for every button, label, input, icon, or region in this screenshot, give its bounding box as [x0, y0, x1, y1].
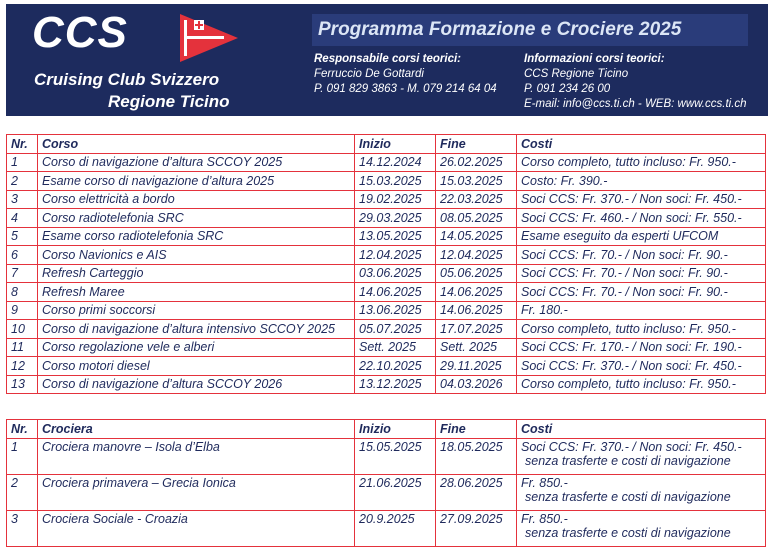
table-row [7, 172, 766, 191]
cruises-header-row [7, 420, 766, 439]
cell-end: 14.06.2025 [436, 301, 517, 320]
col-cost: Costi [517, 420, 766, 439]
cell-nr: 6 [7, 246, 38, 265]
responsible-info [314, 52, 497, 97]
cell-end: 27.09.2025 [436, 511, 517, 547]
cell-nr: 11 [7, 338, 38, 357]
cell-course: Corso Navionics e AIS [38, 246, 355, 265]
col-start: Inizio [355, 135, 436, 154]
col-end: Fine [436, 135, 517, 154]
cell-nr: 1 [7, 153, 38, 172]
club-name-line2: Regione Ticino [108, 92, 230, 111]
col-nr: Nr. [7, 135, 38, 154]
cell-end: 14.05.2025 [436, 227, 517, 246]
cell-start: 21.06.2025 [355, 475, 436, 511]
cell-cost: Costo: Fr. 390.- [517, 172, 766, 191]
col-nr: Nr. [7, 420, 38, 439]
cell-start: 15.05.2025 [355, 439, 436, 475]
responsible-name: Ferruccio De Gottardi [314, 68, 424, 80]
table-row [7, 375, 766, 394]
cell-nr: 2 [7, 475, 38, 511]
table-row [7, 264, 766, 283]
cell-nr: 5 [7, 227, 38, 246]
cell-cost: Fr. 180.- [517, 301, 766, 320]
info-label: Informazioni corsi teorici: [524, 53, 665, 65]
cell-start: 03.06.2025 [355, 264, 436, 283]
info-contact: E-mail: info@ccs.ti.ch - WEB: www.ccs.ti.ch [524, 98, 747, 110]
cell-course: Corso di navigazione d’altura SCCOY 2025 [38, 153, 355, 172]
cell-end: 12.04.2025 [436, 246, 517, 265]
cell-cost: Soci CCS: Fr. 170.- / Non soci: Fr. 190.- [517, 338, 766, 357]
cell-start: 14.12.2024 [355, 153, 436, 172]
cell-course: Corso primi soccorsi [38, 301, 355, 320]
table-row [7, 246, 766, 265]
cell-nr: 3 [7, 511, 38, 547]
col-course: Corso [38, 135, 355, 154]
cell-nr: 9 [7, 301, 38, 320]
cell-nr: 10 [7, 320, 38, 339]
info-org: CCS Regione Ticino [524, 68, 629, 80]
table-row [7, 209, 766, 228]
cell-start: 15.03.2025 [355, 172, 436, 191]
cell-end: 05.06.2025 [436, 264, 517, 283]
table-row [7, 475, 766, 511]
col-start: Inizio [355, 420, 436, 439]
cell-end: 17.07.2025 [436, 320, 517, 339]
cell-cruise: Crociera manovre – Isola d’Elba [38, 439, 355, 475]
cell-nr: 7 [7, 264, 38, 283]
table-row [7, 190, 766, 209]
cell-start: 29.03.2025 [355, 209, 436, 228]
cell-nr: 12 [7, 357, 38, 376]
table-row [7, 439, 766, 475]
cell-course: Corso regolazione vele e alberi [38, 338, 355, 357]
cell-nr: 3 [7, 190, 38, 209]
cell-start: 22.10.2025 [355, 357, 436, 376]
cell-cruise: Crociera Sociale - Croazia [38, 511, 355, 547]
cell-course: Refresh Maree [38, 283, 355, 302]
cell-start: Sett. 2025 [355, 338, 436, 357]
cell-end: 18.05.2025 [436, 439, 517, 475]
cell-end: 14.06.2025 [436, 283, 517, 302]
table-row [7, 283, 766, 302]
cell-start: 14.06.2025 [355, 283, 436, 302]
cost-note: senza trasferte e costi di navigazione [525, 454, 731, 468]
cell-end: 26.02.2025 [436, 153, 517, 172]
cell-cost [517, 439, 766, 475]
cell-cost: Soci CCS: Fr. 370.- / Non soci: Fr. 450.- [517, 190, 766, 209]
cell-course: Corso motori diesel [38, 357, 355, 376]
table-row [7, 357, 766, 376]
cell-course: Corso di navigazione d’altura intensivo SCCOY 2025 [38, 320, 355, 339]
cell-end: 29.11.2025 [436, 357, 517, 376]
col-cost: Costi [517, 135, 766, 154]
cell-end: 04.03.2026 [436, 375, 517, 394]
cell-nr: 13 [7, 375, 38, 394]
table-row [7, 320, 766, 339]
cell-cost: Soci CCS: Fr. 70.- / Non soci: Fr. 90.- [517, 264, 766, 283]
info-phone: P. 091 234 26 00 [524, 83, 611, 95]
table-row [7, 338, 766, 357]
cost-main: Soci CCS: Fr. 370.- / Non soci: Fr. 450.- [521, 440, 742, 454]
contact-info [524, 52, 747, 112]
courses-table [6, 134, 766, 394]
responsible-label: Responsabile corsi teorici: [314, 53, 461, 65]
table-row [7, 153, 766, 172]
cell-course: Esame corso di navigazione d’altura 2025 [38, 172, 355, 191]
logo-text: CCS [32, 8, 128, 57]
program-title: Programma Formazione e Crociere 2025 [312, 14, 748, 46]
cell-nr: 2 [7, 172, 38, 191]
cell-course: Corso elettricità a bordo [38, 190, 355, 209]
col-cruise: Crociera [38, 420, 355, 439]
cost-main: Fr. 850.- [521, 512, 568, 526]
cell-course: Esame corso radiotelefonia SRC [38, 227, 355, 246]
cell-start: 20.9.2025 [355, 511, 436, 547]
cell-cost: Corso completo, tutto incluso: Fr. 950.- [517, 320, 766, 339]
table-row [7, 227, 766, 246]
cell-nr: 1 [7, 439, 38, 475]
cell-course: Corso radiotelefonia SRC [38, 209, 355, 228]
cell-start: 13.12.2025 [355, 375, 436, 394]
cruises-table [6, 419, 766, 547]
cell-start: 13.05.2025 [355, 227, 436, 246]
cell-cost: Soci CCS: Fr. 370.- / Non soci: Fr. 450.- [517, 357, 766, 376]
cell-cost: Corso completo, tutto incluso: Fr. 950.- [517, 375, 766, 394]
cell-cost: Esame eseguito da esperti UFCOM [517, 227, 766, 246]
cell-start: 13.06.2025 [355, 301, 436, 320]
cell-cost: Corso completo, tutto incluso: Fr. 950.- [517, 153, 766, 172]
cell-course: Refresh Carteggio [38, 264, 355, 283]
table-row [7, 301, 766, 320]
courses-header-row [7, 135, 766, 154]
cell-start: 12.04.2025 [355, 246, 436, 265]
cost-note: senza trasferte e costi di navigazione [525, 490, 731, 504]
cell-nr: 4 [7, 209, 38, 228]
club-name-line1: Cruising Club Svizzero [34, 70, 220, 89]
cell-cost: Soci CCS: Fr. 70.- / Non soci: Fr. 90.- [517, 246, 766, 265]
cell-end: 15.03.2025 [436, 172, 517, 191]
cell-cost [517, 475, 766, 511]
responsible-phone: P. 091 829 3863 - M. 079 214 64 04 [314, 83, 497, 95]
club-flag-icon [180, 14, 238, 62]
cell-cost [517, 511, 766, 547]
cost-note: senza trasferte e costi di navigazione [525, 526, 731, 540]
cell-end: 22.03.2025 [436, 190, 517, 209]
table-row [7, 511, 766, 547]
header-banner [6, 4, 768, 116]
cell-cost: Soci CCS: Fr. 70.- / Non soci: Fr. 90.- [517, 283, 766, 302]
cell-start: 05.07.2025 [355, 320, 436, 339]
ccs-logo [12, 8, 232, 66]
cell-cost: Soci CCS: Fr. 460.- / Non soci: Fr. 550.- [517, 209, 766, 228]
cost-main: Fr. 850.- [521, 476, 568, 490]
cell-cruise: Crociera primavera – Grecia Ionica [38, 475, 355, 511]
cell-start: 19.02.2025 [355, 190, 436, 209]
col-end: Fine [436, 420, 517, 439]
cell-end: 08.05.2025 [436, 209, 517, 228]
cell-course: Corso di navigazione d’altura SCCOY 2026 [38, 375, 355, 394]
cell-end: 28.06.2025 [436, 475, 517, 511]
cell-end: Sett. 2025 [436, 338, 517, 357]
cell-nr: 8 [7, 283, 38, 302]
